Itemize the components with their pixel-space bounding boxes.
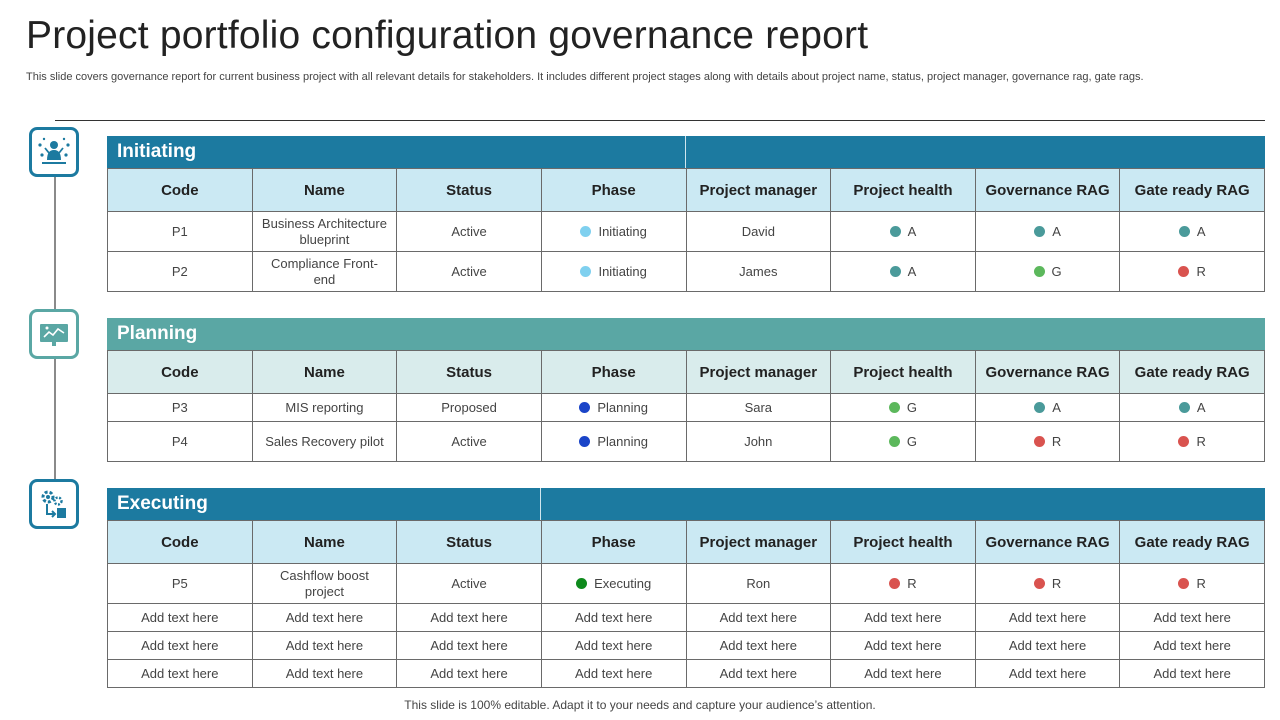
section-header-fill (686, 136, 1265, 168)
code-value: P4 (171, 433, 188, 449)
status-dot-icon (1034, 578, 1045, 589)
code-cell (108, 564, 253, 604)
placeholder-row (108, 632, 1265, 660)
manager-cell (686, 564, 831, 604)
project-table (107, 350, 1265, 462)
code-cell (108, 212, 253, 252)
placeholder-cell: Add text here (108, 632, 253, 660)
health-value: R (907, 575, 917, 591)
placeholder-cell: Add text here (975, 632, 1120, 660)
code-cell (108, 252, 253, 292)
column-header: Governance RAG (975, 351, 1120, 394)
phase-cell (541, 252, 686, 292)
placeholder-cell: Add text here (397, 604, 542, 632)
placeholder-cell: Add text here (975, 604, 1120, 632)
header-row (108, 351, 1265, 394)
health-value: G (906, 433, 917, 449)
governance-cell (975, 422, 1120, 462)
section-executing (107, 488, 1265, 688)
column-header: Status (397, 169, 542, 212)
placeholder-cell: Add text here (831, 632, 976, 660)
placeholder-row (108, 660, 1265, 688)
placeholder-cell: Add text here (108, 604, 253, 632)
status-cell (397, 422, 542, 462)
column-header: Phase (541, 351, 686, 394)
gate-value: A (1196, 399, 1206, 415)
placeholder-cell: Add text here (1120, 632, 1265, 660)
phase-value: Planning (597, 399, 648, 415)
table-row (108, 212, 1265, 252)
name-cell (252, 564, 397, 604)
column-header: Name (252, 521, 397, 564)
health-value: A (907, 263, 917, 279)
health-value: A (907, 223, 917, 239)
status-cell (397, 252, 542, 292)
plan-board-icon (29, 309, 79, 359)
column-header: Project health (831, 351, 976, 394)
status-dot-icon (1179, 402, 1190, 413)
placeholder-cell: Add text here (686, 632, 831, 660)
phase-cell (541, 564, 686, 604)
status-dot-icon (576, 578, 587, 589)
placeholder-cell: Add text here (686, 660, 831, 688)
project-table (107, 520, 1265, 688)
phase-cell (541, 422, 686, 462)
code-value: P1 (171, 223, 188, 239)
status-value: Active (451, 575, 487, 591)
governance-value: A (1052, 223, 1061, 239)
page-title: Project portfolio configuration governance report (26, 14, 869, 57)
column-header: Gate ready RAG (1120, 169, 1265, 212)
column-header: Governance RAG (975, 521, 1120, 564)
manager-value: John (744, 433, 773, 449)
manager-cell (686, 252, 831, 292)
status-value: Proposed (441, 399, 497, 415)
code-cell (108, 394, 253, 422)
name-cell (252, 252, 397, 292)
placeholder-cell: Add text here (541, 632, 686, 660)
column-header: Name (252, 169, 397, 212)
column-header: Gate ready RAG (1120, 351, 1265, 394)
table-row (108, 252, 1265, 292)
phase-value: Executing (594, 575, 652, 591)
project-name: MIS reporting (285, 399, 364, 415)
column-header: Project health (831, 521, 976, 564)
column-header: Status (397, 521, 542, 564)
status-dot-icon (890, 226, 901, 237)
project-name: Business Architecture blueprint (261, 215, 387, 247)
status-dot-icon (579, 436, 590, 447)
team-leader-icon (29, 127, 79, 177)
manager-value: Sara (744, 399, 773, 415)
column-header: Phase (541, 169, 686, 212)
health-value: G (906, 399, 917, 415)
status-dot-icon (579, 402, 590, 413)
column-header: Gate ready RAG (1120, 521, 1265, 564)
section-header (107, 136, 1265, 168)
status-value: Active (451, 433, 487, 449)
project-name: Cashflow boost project (279, 567, 369, 599)
section-planning (107, 318, 1265, 462)
section-title: Executing (107, 488, 541, 520)
status-value: Active (451, 263, 487, 279)
governance-cell (975, 394, 1120, 422)
code-cell (108, 422, 253, 462)
governance-cell (975, 212, 1120, 252)
footer-note: This slide is 100% editable. Adapt it to your needs and capture your audience’s attention. (404, 698, 876, 712)
status-dot-icon (1178, 578, 1189, 589)
placeholder-cell: Add text here (541, 604, 686, 632)
gears-process-icon (29, 479, 79, 529)
gate-value: R (1196, 263, 1206, 279)
status-dot-icon (1034, 266, 1045, 277)
code-value: P5 (171, 575, 188, 591)
placeholder-cell: Add text here (252, 604, 397, 632)
health-cell (831, 212, 976, 252)
governance-value: R (1051, 433, 1062, 449)
governance-cell (975, 252, 1120, 292)
status-cell (397, 394, 542, 422)
governance-value: A (1052, 399, 1061, 415)
table-row (108, 394, 1265, 422)
status-dot-icon (889, 578, 900, 589)
health-cell (831, 394, 976, 422)
placeholder-cell: Add text here (1120, 660, 1265, 688)
manager-cell (686, 394, 831, 422)
placeholder-cell: Add text here (975, 660, 1120, 688)
placeholder-cell: Add text here (831, 604, 976, 632)
gate-value: R (1196, 575, 1206, 591)
phase-cell (541, 394, 686, 422)
section-title: Planning (117, 323, 198, 344)
status-cell (397, 564, 542, 604)
status-dot-icon (1178, 266, 1189, 277)
health-cell (831, 564, 976, 604)
column-header: Phase (541, 521, 686, 564)
gate-cell (1120, 564, 1265, 604)
status-dot-icon (580, 266, 591, 277)
section-initiating (107, 136, 1265, 292)
placeholder-cell: Add text here (541, 660, 686, 688)
header-divider (55, 120, 1265, 121)
placeholder-cell: Add text here (397, 632, 542, 660)
placeholder-cell: Add text here (108, 660, 253, 688)
project-name: Sales Recovery pilot (265, 433, 384, 449)
table-row (108, 564, 1265, 604)
column-header: Name (252, 351, 397, 394)
manager-value: Ron (746, 575, 771, 591)
section-header (107, 318, 1265, 350)
table-row (108, 422, 1265, 462)
code-value: P2 (171, 263, 188, 279)
health-cell (831, 422, 976, 462)
gate-cell (1120, 212, 1265, 252)
header-row (108, 521, 1265, 564)
governance-cell (975, 564, 1120, 604)
column-header: Code (108, 521, 253, 564)
status-dot-icon (889, 402, 900, 413)
code-value: P3 (171, 399, 188, 415)
phase-value: Planning (597, 433, 648, 449)
placeholder-cell: Add text here (831, 660, 976, 688)
placeholder-cell: Add text here (1120, 604, 1265, 632)
phase-value: Initiating (598, 223, 647, 239)
status-dot-icon (890, 266, 901, 277)
governance-value: R (1051, 575, 1062, 591)
project-table (107, 168, 1265, 292)
status-dot-icon (889, 436, 900, 447)
placeholder-row (108, 604, 1265, 632)
phase-cell (541, 212, 686, 252)
gate-cell (1120, 252, 1265, 292)
column-header: Project manager (686, 169, 831, 212)
section-header (107, 488, 1265, 520)
column-header: Project manager (686, 521, 831, 564)
status-dot-icon (1179, 226, 1190, 237)
status-cell (397, 212, 542, 252)
section-header-fill (541, 488, 1265, 520)
section-title: Initiating (107, 136, 686, 168)
column-header: Project health (831, 169, 976, 212)
name-cell (252, 394, 397, 422)
column-header: Status (397, 351, 542, 394)
header-row (108, 169, 1265, 212)
column-header: Project manager (686, 351, 831, 394)
placeholder-cell: Add text here (252, 632, 397, 660)
column-header: Code (108, 169, 253, 212)
status-dot-icon (1178, 436, 1189, 447)
page-subtitle: This slide covers governance report for current business project with all relevant details for stakeholders. It includes different project stages along with details about project name, status, project manager, governance rag, gate rags. (26, 71, 1144, 83)
status-dot-icon (1034, 436, 1045, 447)
placeholder-cell: Add text here (397, 660, 542, 688)
phase-value: Initiating (598, 263, 647, 279)
manager-cell (686, 212, 831, 252)
column-header: Code (108, 351, 253, 394)
name-cell (252, 422, 397, 462)
placeholder-cell: Add text here (686, 604, 831, 632)
gate-cell (1120, 394, 1265, 422)
health-cell (831, 252, 976, 292)
name-cell (252, 212, 397, 252)
manager-value: James (739, 263, 778, 279)
placeholder-cell: Add text here (252, 660, 397, 688)
manager-value: David (741, 223, 775, 239)
column-header: Governance RAG (975, 169, 1120, 212)
status-dot-icon (1034, 402, 1045, 413)
gate-cell (1120, 422, 1265, 462)
status-dot-icon (580, 226, 591, 237)
status-value: Active (451, 223, 487, 239)
project-name: Compliance Front-end (270, 255, 378, 287)
gate-value: A (1196, 223, 1206, 239)
gate-value: R (1196, 433, 1206, 449)
status-dot-icon (1034, 226, 1045, 237)
manager-cell (686, 422, 831, 462)
governance-value: G (1051, 263, 1062, 279)
